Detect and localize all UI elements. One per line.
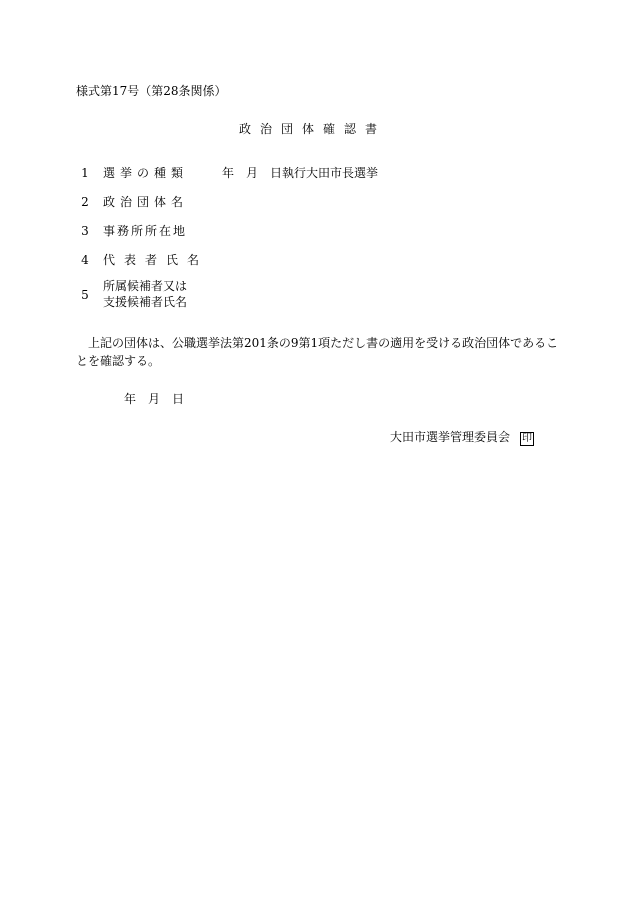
item-1-value: 年 月 日執行大田市長選挙 bbox=[222, 166, 379, 180]
form-number: 様式第17号（第28条関係） bbox=[76, 84, 227, 98]
signature-block bbox=[390, 430, 534, 446]
seal-mark: 印 bbox=[522, 433, 533, 444]
item-4-label: 代表者氏名 bbox=[103, 253, 209, 267]
date-line: 年 月 日 bbox=[124, 392, 185, 406]
confirmation-paragraph: 上記の団体は、公職選挙法第201条の9第1項ただし書の適用を受ける政治団体であることを確認する。 bbox=[76, 336, 559, 368]
item-5-number: 5 bbox=[81, 288, 89, 302]
item-2-number: 2 bbox=[81, 195, 89, 209]
item-5-label-line2: 支援候補者氏名 bbox=[103, 295, 188, 309]
item-1-label: 選挙の種類 bbox=[103, 166, 189, 180]
item-1-number: 1 bbox=[81, 166, 89, 180]
item-4-number: 4 bbox=[81, 253, 89, 267]
document-title: 政治団体確認書 bbox=[239, 122, 387, 136]
item-3-number: 3 bbox=[81, 224, 89, 238]
item-2-label: 政治団体名 bbox=[103, 195, 189, 209]
item-3-label: 事務所所在地 bbox=[103, 224, 188, 238]
item-5-label-line1: 所属候補者又は bbox=[103, 279, 188, 293]
issuer-name: 大田市選挙管理委員会 bbox=[390, 430, 511, 444]
